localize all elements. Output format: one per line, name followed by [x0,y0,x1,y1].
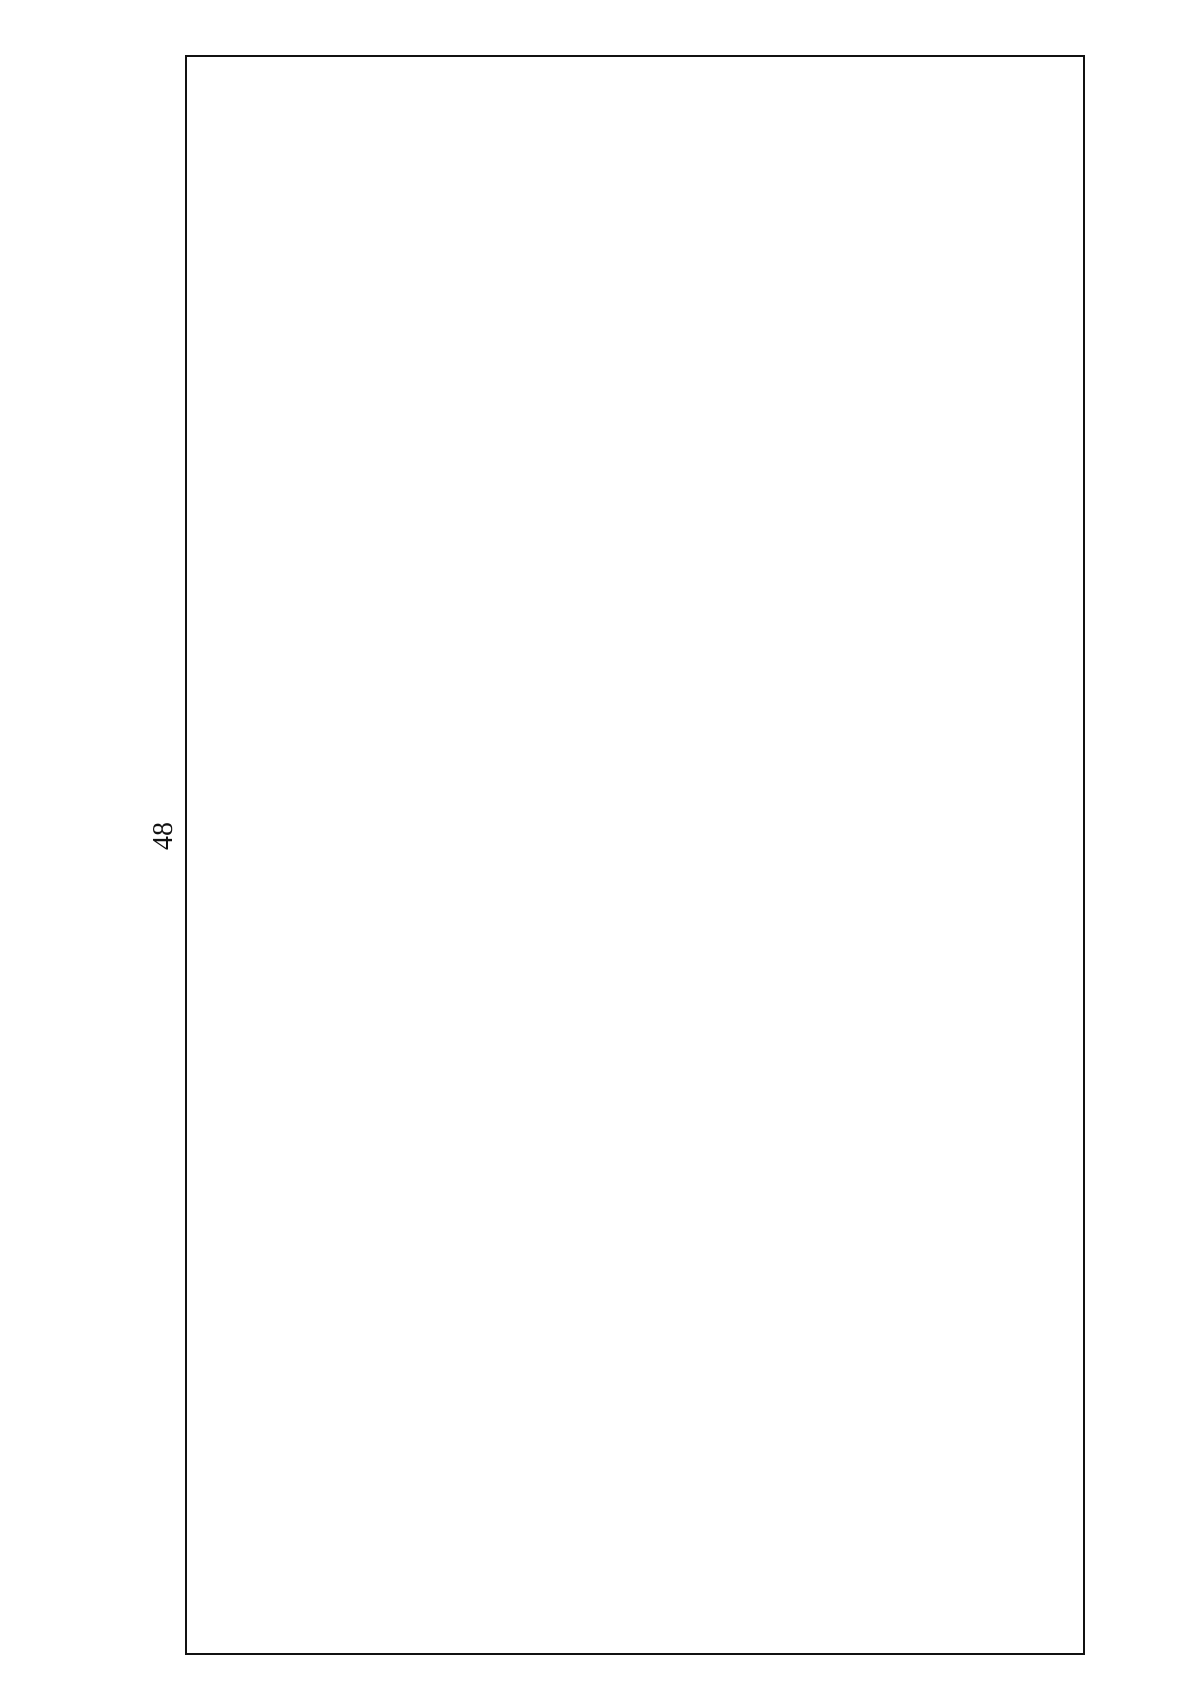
table-frame [185,55,1085,1655]
page-number: 48 [148,822,179,850]
